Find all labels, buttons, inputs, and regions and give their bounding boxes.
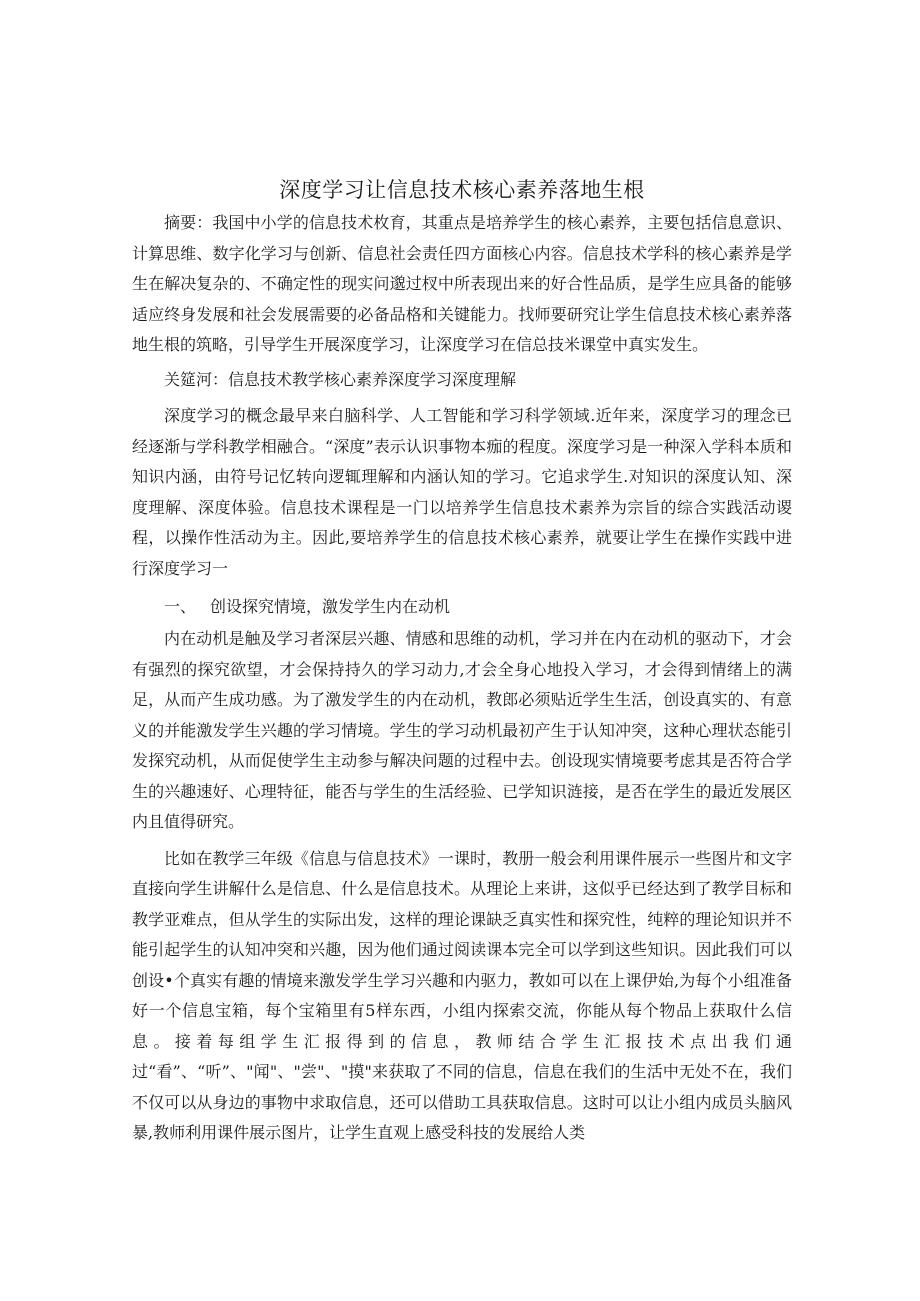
document-page [132, 176, 792, 1149]
intro-paragraph: 深度学习的概念最早来白脑科学、人工智能和学习科学领域.近年来，深度学习的理念已经逐渐与学科教学相融合。“深度”表示认识事物本痂的程度。深度学习是一种深入学科本质和知识内涵，由符号记忆转向逻辄理解和内涵认知的学习。它追求学生.对知识的深度认知、深度理解、深度体验。信息技术课程是一门以培养学生信息技术素养为宗旨的综合实践活动谡程，以操作性活动为主。因此,要培养学生的信息技术核心素养，就要让学生在操作实践中进行深度学习一 [132, 406, 792, 578]
abstract-paragraph: 摘要：我国中小学的信息技术枚育，其重点是培养学生的核心素养，主要包括信息意识、计算思维、数字化学习与创新、信息社会责任四方面核心内容。信息技术学科的核心素养是学生在解决复杂的、不确定性的现实问邈过杈中所表现出来的好合性品质，是学生应具备的能够适应终身发展和社会发展需要的必备品格和关键能力。找师要研究让学生信息技术核心素养落地生根的筑略，引导学生开展深度学习，让深度学习在信总技米课堂中真实发生。 [132, 213, 792, 354]
section-heading-text: 创设探究情境，激发学生内在动机 [210, 597, 451, 616]
body-paragraph: 比如在教学三年级《信息与信息技术》一课时，教册一般会利用课件展示一些图片和文字直接向学生讲解什么是信息、什么是信息技术。从理论上来讲，这似乎已经达到了教学目标和教学亚难点，但从学生的实际出发，这样的理论课缺乏真实性和探究性，纯粹的理论知识并不能引起学生的认知冲突和兴趣，因为他们通过阅读课本完全可以学到这些知识。因此我们可以创设•个真实有趣的情境来激发学生学习兴趣和内驱力，教如可以在上课伊始,为每个小组准备好一个信息宝箱，每个宝箱里有5样东西，小组内探索交流，你能从每个物品上获取什么信息。接着每组学生汇报得到的信息，教师结合学生汇报技术点出我们通过“看”、“听”、"闻"、"尝"、"摸"来获取了不同的信息，信息在我们的生活中无处不在，我们不仅可以从身边的事物中求取信息，还可以借助工具获取信息。这时可以让小组内成员头脑风暴,教师利用课件展示图片，让学生直观上感受科技的发展给人类 [132, 848, 792, 1142]
document-title: 深度学习让信息技术核心素养落地生根 [279, 178, 645, 202]
section-number: 一、 [164, 597, 197, 616]
body-paragraph: 内在动机是触及学习者深层兴趣、情感和思维的动机，学习并在内在动机的驱动下，才会有强烈的探究欲望，才会保持持久的学习动力,才会全身心地投入学习，才会得到情绪上的满足，从而产生成功感。为了激发学生的内在动机，教郎必须贴近学生生活，创设真实的、有意义的并能激发学生兴趣的学习情境。学生的学习动机最初产生于认知冲突，这种心理状态能引发探究动机，从而促使学生主动参与解决问题的过程中去。创设现实情境要考虑其是否符合学生的兴趣速好、心理特征，能否与学生的生活经验、已学知识涟接，是否在学生的最近发展区内且值得研究。 [132, 629, 792, 831]
section-heading [132, 592, 792, 622]
keywords-paragraph: 关筵河：信息技术教学核心素养深度学习深度理解 [164, 369, 517, 389]
